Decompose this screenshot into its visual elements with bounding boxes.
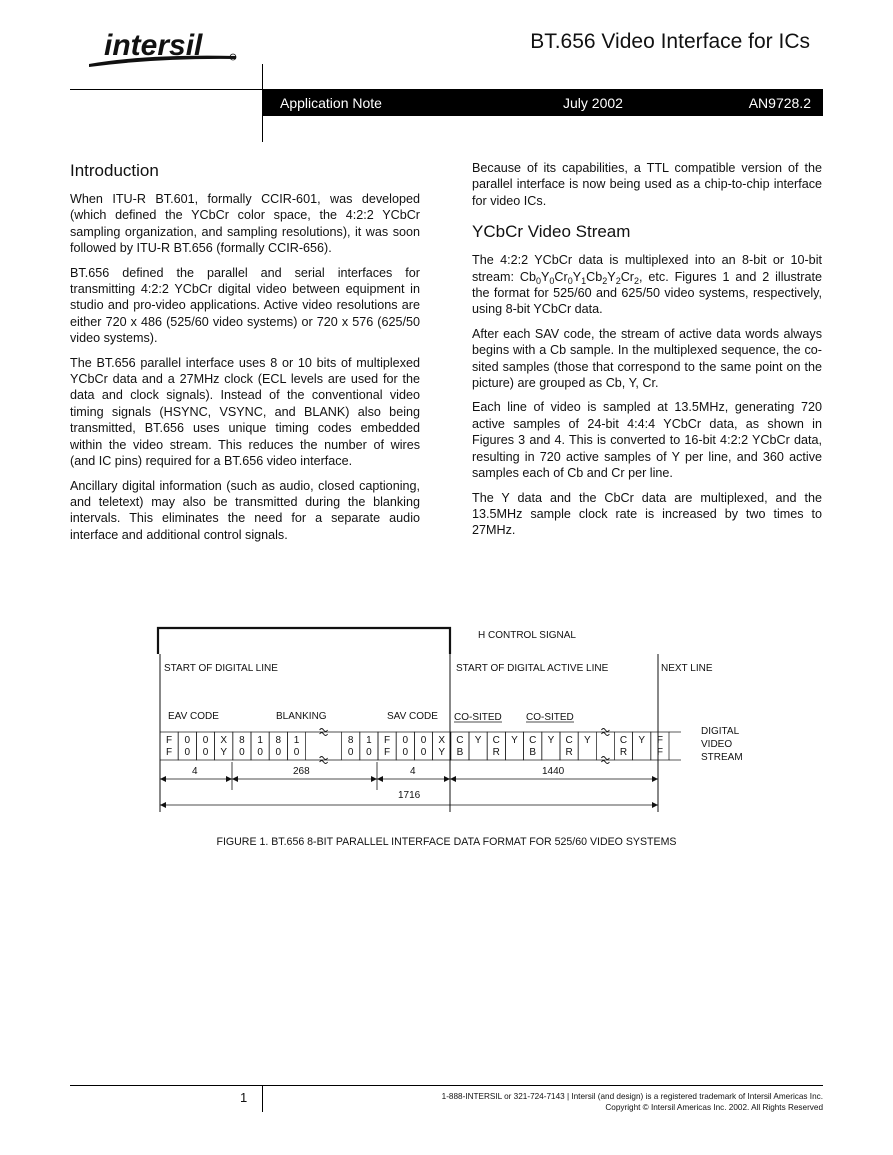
start-active-line-label: START OF DIGITAL ACTIVE LINE (456, 663, 609, 674)
logo-wordmark: intersil (104, 30, 203, 62)
data-cell-text: 0 (202, 747, 209, 758)
data-cell-text: Y (220, 747, 228, 758)
data-cell-text: R (619, 747, 628, 758)
data-cell-text: 8 (347, 735, 354, 746)
data-cell-text: 8 (239, 735, 245, 746)
paragraph: Ancillary digital information (such as audio, closed captioning, and teletext) may also be transmitted during the blanking intervals. This eliminates the need for a separate audio interface and additional control signals. (70, 478, 420, 542)
start-digital-line-label: START OF DIGITAL LINE (164, 663, 278, 674)
data-cell-text: C (529, 735, 537, 746)
data-cell-text: 0 (420, 747, 427, 758)
eav-code-label: EAV CODE (168, 711, 219, 722)
data-cell-text: 0 (402, 735, 409, 746)
data-cell-text: Y (583, 735, 591, 746)
intersil-logo (86, 30, 246, 70)
header-horizontal-rule (70, 89, 262, 90)
data-cell-text: B (529, 747, 537, 758)
data-cell-text: 0 (202, 735, 209, 746)
data-cell-text: C (492, 735, 500, 746)
doc-number: AN9728.2 (748, 95, 811, 111)
stream-label-line: VIDEO (701, 739, 733, 750)
dim-active: 1440 (542, 766, 565, 777)
footer-vertical-rule (262, 1085, 263, 1112)
data-cell-text: 8 (275, 735, 282, 746)
left-column (70, 160, 420, 551)
header-bar (263, 89, 823, 116)
paragraph-stream: The 4:2:2 YCbCr data is multiplexed into an 8-bit or 10-bit stream: $Cb_0Y_0Cr_0Y_1Cb_2Y_2Cr_2$, etc. Figures 1 and 2 illustrate the format for 525/60 and 625/50 video systems, respectively, using 8-bit YCbCr data. (472, 253, 822, 317)
data-cell-text: F (656, 735, 663, 746)
data-cell-text: C (565, 735, 573, 746)
doc-date: July 2002 (563, 95, 623, 111)
data-cell-text: Y (511, 735, 518, 746)
data-cell-text: R (492, 747, 500, 758)
co-sited-label: CO-SITED (526, 712, 574, 723)
page-number: 1 (240, 1090, 248, 1105)
figure-caption: FIGURE 1. BT.656 8-BIT PARALLEL INTERFACE DATA FORMAT FOR 525/60 VIDEO SYSTEMS (216, 836, 677, 848)
dim-total: 1716 (398, 790, 421, 801)
right-column (472, 160, 822, 547)
data-cell-text: X (438, 735, 446, 746)
data-cell-text: 0 (402, 747, 409, 758)
dim-blanking: 268 (293, 766, 310, 777)
data-cell-text: F (166, 747, 173, 758)
data-cell-text: Y (474, 735, 482, 746)
doc-type: Application Note (280, 95, 382, 111)
footer-text (300, 1091, 823, 1113)
data-cell-text: Y (547, 735, 555, 746)
stream-label-line: DIGITAL (701, 726, 740, 737)
footer-contact: 1-888-INTERSIL or 321-724-7143 | Intersil (and design) is a registered trademark of Intersil Americas Inc. (441, 1092, 823, 1101)
data-cell-text: B (456, 747, 464, 758)
stream-sequence: $Cb_0Y_0Cr_0Y_1Cb_2Y_2Cr_2$ (519, 269, 640, 286)
data-cell-text: F (656, 747, 663, 758)
ycbcr-heading: YCbCr Video Stream (472, 222, 631, 242)
paragraph: After each SAV code, the stream of active data words always begins with a Cb sample. In the multiplexed sequence, the co-sited samples (those that correspond to the same point on the picture) are grouped as Cb, Y, Cr. (472, 326, 822, 391)
h-control-waveform (158, 628, 450, 654)
data-cell-text: R (565, 747, 573, 758)
sav-code-label: SAV CODE (387, 711, 438, 722)
h-control-label: H CONTROL SIGNAL (478, 630, 576, 641)
paragraph: The Y data and the CbCr data are multiplexed, and the 13.5MHz sample clock rate is increased by two times to 27MHz. (472, 490, 822, 538)
footer-rule (70, 1085, 823, 1086)
data-cell-text: 1 (257, 735, 263, 746)
data-cell-text: 0 (366, 747, 372, 758)
data-cell-text: F (384, 735, 391, 746)
paragraph: The BT.656 parallel interface uses 8 or 10 bits of multiplexed YCbCr data and a 27MHz clock (ECL levels are used for the data and clock signals). Instead of the conventional video timing signals (HSYNC, VSYNC, and BLANK) also being transmitted, BT.656 uses unique timing codes embedded within the video stream. This reduces the number of wires (and IC pins) required for a BT.656 video interface. (70, 355, 420, 469)
paragraph: Each line of video is sampled at 13.5MHz, generating 720 active samples of 24-bit 4:4:4 YCbCr data, as shown in Figures 3 and 4. This is converted to 16-bit 4:2:2 YCbCr data, resulting in 720 active samples of Y per line, and 360 active samples each of Cb and Cr per line. (472, 400, 822, 481)
data-cell-text: 0 (293, 747, 300, 758)
data-cell-text: X (220, 735, 228, 746)
data-cell-text: F (384, 747, 391, 758)
data-cell-text: 0 (184, 747, 191, 758)
paragraph: BT.656 defined the parallel and serial interfaces for transmitting 4:2:2 YCbCr digital video between equipment in studio and pro-video applications. Active video resolutions are either 720 x 486 (525/60 video systems) or 720 x 576 (625/50 video systems). (70, 265, 420, 346)
document-title: BT.656 Video Interface for ICs (530, 30, 810, 53)
data-cells (160, 729, 681, 764)
data-cell-text: 0 (239, 747, 245, 758)
data-cell-text: 0 (184, 735, 191, 746)
data-cell-text: 0 (420, 735, 427, 746)
paragraph: When ITU-R BT.601, formally CCIR-601, was developed (which defined the YCbCr color space, the 4:2:2 YCbCr sampling organization, and sampling resolutions), it was soon followed by ITU-R BT.656 (formally CCIR-656). (70, 192, 420, 256)
data-cell-text: C (456, 735, 464, 746)
dim-sav: 4 (410, 766, 416, 777)
data-cell-text: Y (638, 735, 646, 746)
stream-label-line: STREAM (701, 752, 743, 763)
data-cell-text: 1 (366, 735, 372, 746)
data-cell-text: F (166, 735, 173, 746)
data-cell-text: 1 (293, 735, 300, 746)
data-cell-text: 0 (347, 747, 354, 758)
data-cell-text: Y (438, 747, 446, 758)
next-line-label: NEXT LINE (661, 663, 713, 674)
blanking-label: BLANKING (276, 711, 327, 722)
data-cell-text: 0 (257, 747, 263, 758)
figure-1-diagram (140, 612, 760, 842)
data-cell-text: C (619, 735, 628, 746)
introduction-heading: Introduction (70, 161, 159, 180)
paragraph: Because of its capabilities, a TTL compatible version of the parallel interface is now being used as a chip-to-chip interface for video ICs. (472, 161, 822, 208)
dim-eav: 4 (192, 766, 198, 777)
footer-copyright: Copyright © Intersil Americas Inc. 2002. All Rights Reserved (605, 1103, 823, 1112)
co-sited-label: CO-SITED (454, 712, 502, 723)
data-cell-text: 0 (275, 747, 282, 758)
